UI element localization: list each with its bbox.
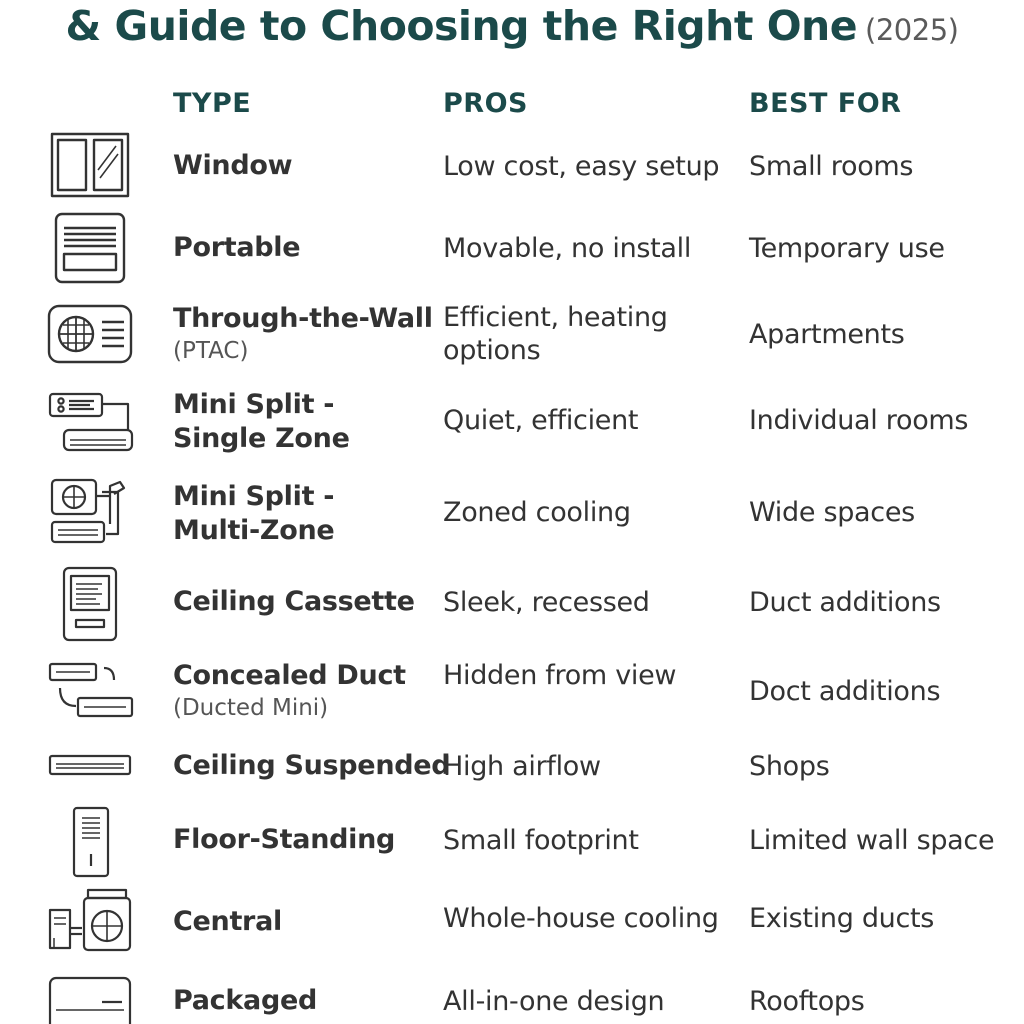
- table-row-ceiling-suspended: [0, 736, 1024, 796]
- best-for-text: Doct additions: [749, 675, 941, 707]
- pros-cell: [443, 884, 743, 952]
- pros-text: Efficient, heating: [443, 302, 668, 333]
- best-for-cell: [749, 564, 1019, 640]
- pros-text: High airflow: [443, 750, 601, 782]
- table-row-concealed-duct: [0, 654, 1024, 728]
- best-for-text: Wide spaces: [749, 496, 915, 528]
- table-row-mini-split-single-zone: [0, 382, 1024, 462]
- type-name: Mini Split -: [173, 481, 335, 512]
- type-name: Floor-Standing: [173, 824, 396, 855]
- pros-text: All-in-one design: [443, 985, 665, 1017]
- portable-unit-icon: [44, 208, 136, 288]
- type-name: Multi-Zone: [173, 515, 335, 546]
- type-cell: [173, 736, 451, 796]
- floor-standing-icon: [44, 802, 136, 882]
- column-header-type: TYPE: [173, 88, 252, 119]
- best-for-cell: [749, 126, 1019, 206]
- best-for-cell: [749, 658, 1019, 724]
- best-for-text: Temporary use: [749, 232, 945, 264]
- table-row-packaged: [0, 970, 1024, 1024]
- table-row-floor-standing: [0, 806, 1024, 880]
- mini-split-single-zone-icon: [44, 382, 136, 462]
- table-row-mini-split-multi-zone: [0, 472, 1024, 552]
- pros-cell: [443, 564, 743, 640]
- best-for-cell: [749, 296, 1019, 372]
- type-cell: [173, 126, 435, 206]
- type-cell: [173, 884, 435, 960]
- pros-cell: [443, 474, 743, 550]
- pros-cell: [443, 658, 743, 692]
- pros-cell: [443, 806, 743, 874]
- best-for-text: Limited wall space: [749, 824, 995, 856]
- type-cell: [173, 208, 435, 288]
- best-for-text: Small rooms: [749, 150, 914, 182]
- type-subtitle: (Ducted Mini): [173, 695, 329, 721]
- type-name: Window: [173, 150, 293, 181]
- column-header-pros: PROS: [443, 88, 528, 119]
- best-for-cell: [749, 208, 1019, 288]
- pros-text: Zoned cooling: [443, 496, 631, 528]
- best-for-cell: [749, 382, 1019, 458]
- pros-cell: [443, 382, 743, 458]
- type-name: Mini Split -: [173, 389, 335, 420]
- pros-text: Low cost, easy setup: [443, 150, 720, 182]
- type-cell: [173, 476, 435, 552]
- pros-cell: [443, 970, 743, 1024]
- best-for-cell: [749, 474, 1019, 550]
- best-for-text: Duct additions: [749, 586, 941, 618]
- type-name: Ceiling Cassette: [173, 586, 415, 617]
- pros-text: Hidden from view: [443, 659, 677, 691]
- best-for-text: Individual rooms: [749, 404, 969, 436]
- type-name: Portable: [173, 232, 301, 263]
- title-year: (2025): [865, 13, 959, 47]
- window-unit-icon: [44, 126, 136, 206]
- type-name: Concealed Duct: [173, 660, 406, 691]
- best-for-cell: [749, 806, 1019, 874]
- ceiling-suspended-icon: [44, 726, 136, 806]
- best-for-text: Shops: [749, 750, 830, 782]
- concealed-duct-icon: [44, 650, 136, 730]
- type-cell: [173, 806, 435, 874]
- type-name: Ceiling Suspended: [173, 750, 451, 781]
- type-cell: [173, 384, 435, 460]
- pros-cell: [443, 208, 743, 288]
- pros-text: options: [443, 335, 541, 366]
- type-cell: [173, 296, 435, 372]
- pros-text: Whole-house cooling: [443, 902, 719, 934]
- through-the-wall-unit-icon: [44, 294, 136, 374]
- pros-text: Movable, no install: [443, 232, 692, 264]
- best-for-text: Existing ducts: [749, 902, 935, 934]
- packaged-unit-icon: [44, 970, 136, 1024]
- type-name: Central: [173, 906, 282, 937]
- column-header-best-for: BEST FOR: [749, 88, 902, 119]
- best-for-cell: [749, 970, 1019, 1024]
- best-for-cell: [749, 736, 1019, 796]
- title-main: & Guide to Choosing the Right One: [65, 2, 858, 50]
- type-subtitle: (PTAC): [173, 338, 249, 364]
- type-cell: [173, 654, 435, 728]
- mini-split-multi-zone-icon: [44, 472, 136, 552]
- table-row-portable: [0, 208, 1024, 288]
- pros-cell: [443, 296, 743, 372]
- table-row-ceiling-cassette: [0, 564, 1024, 644]
- pros-text: Small footprint: [443, 824, 639, 856]
- best-for-cell: [749, 884, 1019, 952]
- best-for-text: Apartments: [749, 318, 905, 350]
- pros-cell: [443, 736, 743, 796]
- best-for-text: Rooftops: [749, 985, 865, 1017]
- pros-text: Sleek, recessed: [443, 586, 650, 618]
- page-title: [0, 2, 1024, 50]
- type-name: Packaged: [173, 985, 318, 1016]
- pros-text: Quiet, efficient: [443, 404, 639, 436]
- type-cell: [173, 564, 435, 640]
- type-name: Single Zone: [173, 423, 350, 454]
- central-ac-icon: [44, 882, 136, 962]
- table-row-through-the-wall: [0, 292, 1024, 376]
- table-row-central: [0, 884, 1024, 960]
- type-cell: [173, 970, 435, 1024]
- pros-cell: [443, 126, 743, 206]
- ceiling-cassette-icon: [44, 564, 136, 644]
- type-name: Through-the-Wall: [173, 303, 433, 334]
- table-row-window: [0, 126, 1024, 206]
